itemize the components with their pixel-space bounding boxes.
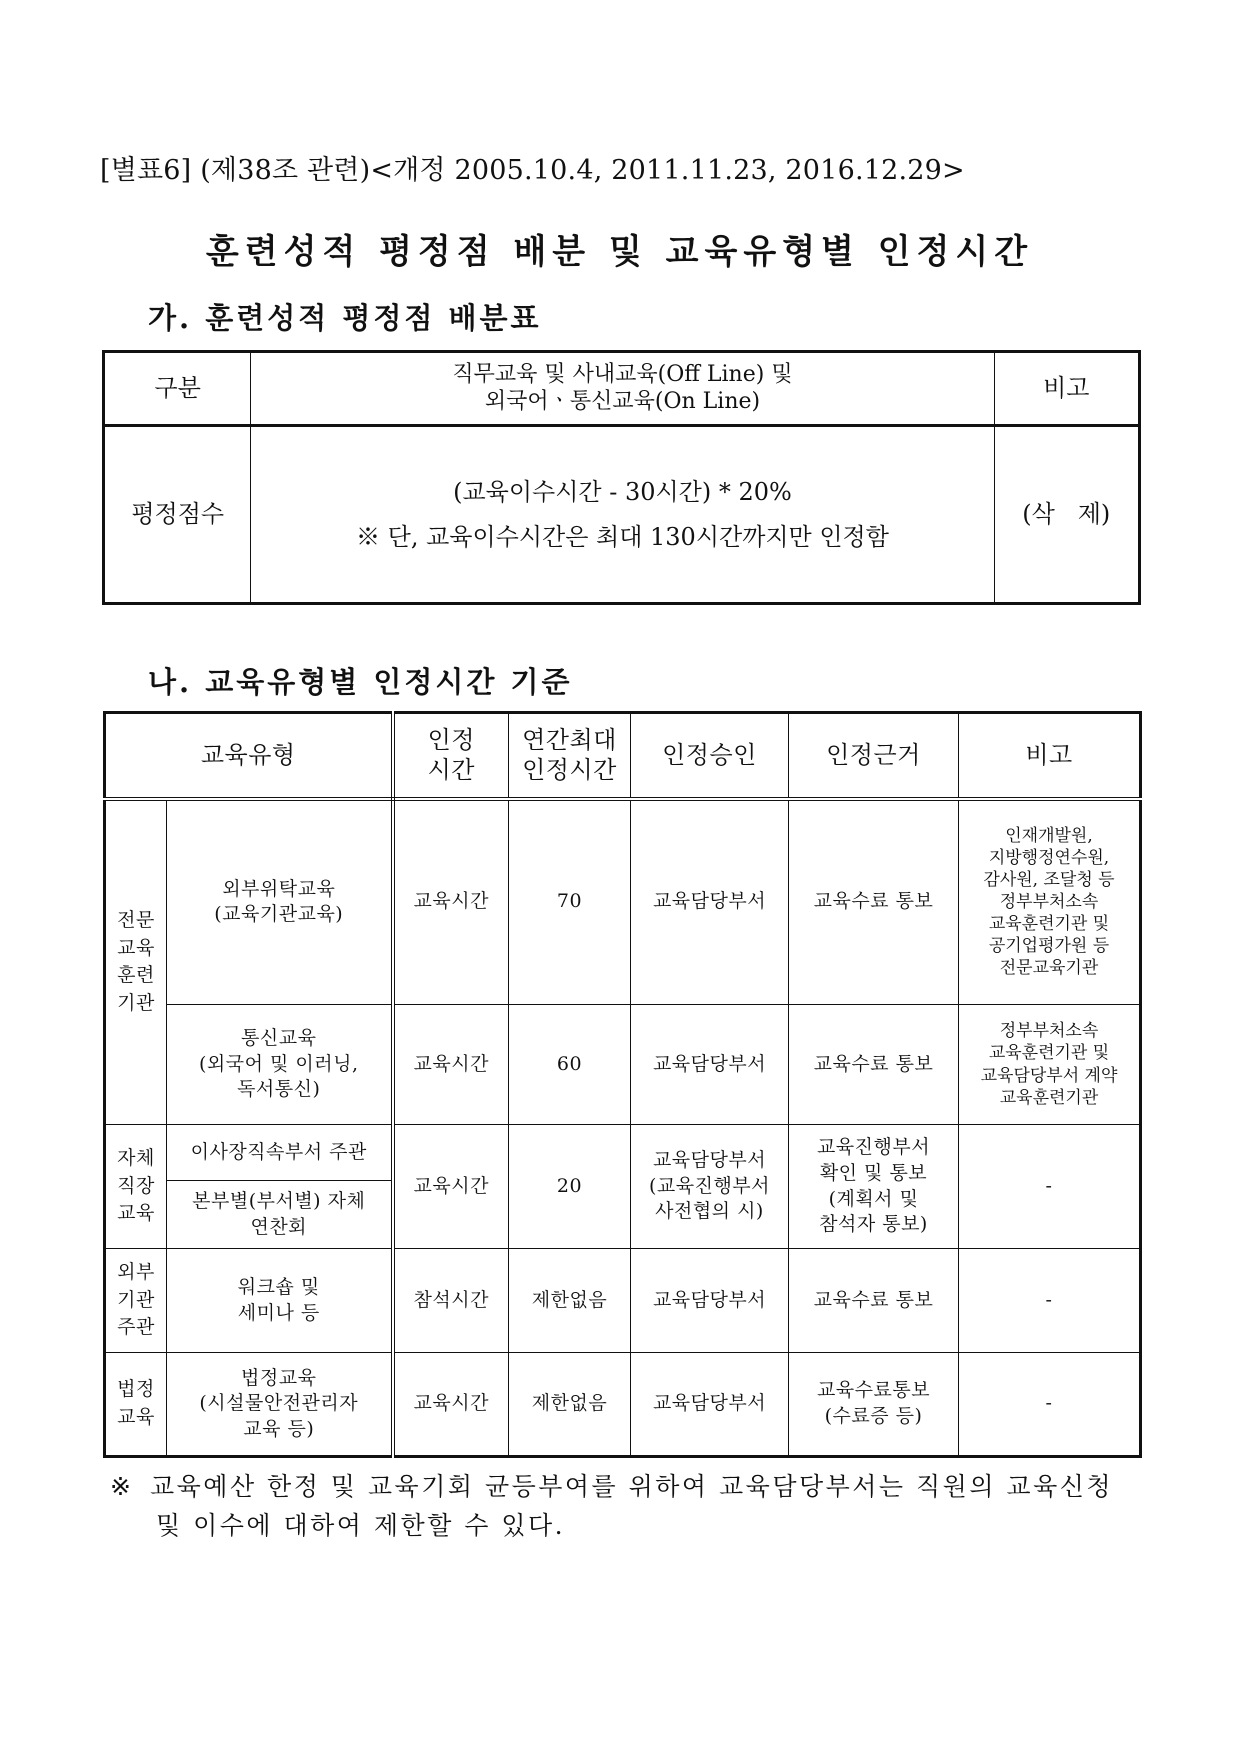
type-line: 교육 등) bbox=[243, 1417, 315, 1440]
max-cell: 제한없음 bbox=[509, 1249, 631, 1353]
type-workshop-seminar bbox=[167, 1249, 393, 1353]
type-division-workshop bbox=[167, 1181, 393, 1249]
basis-cell bbox=[789, 1125, 959, 1249]
table-row bbox=[104, 426, 1140, 604]
table-row bbox=[105, 1125, 1141, 1181]
footnote-line-1 bbox=[110, 1468, 1140, 1507]
basis-line: (계획서 및 bbox=[828, 1187, 919, 1210]
max-cell: 70 bbox=[509, 799, 631, 1005]
remark-cell bbox=[959, 1005, 1141, 1125]
section-title-na: 나. 교육유형별 인정시간 기준 bbox=[148, 665, 573, 699]
basis-line: 교육진행부서 bbox=[816, 1136, 931, 1159]
remark-cell: - bbox=[959, 1353, 1141, 1457]
header-education-line-1: 직무교육 및 사내교육(Off Line) 및 bbox=[452, 362, 793, 388]
group-professional-institution bbox=[105, 799, 167, 1125]
header-approval: 인정승인 bbox=[631, 713, 789, 799]
remark-line: 지방행정연수원, bbox=[988, 848, 1110, 869]
type-line: 법정교육 bbox=[241, 1366, 317, 1389]
group-label-line: 교육 bbox=[117, 1202, 155, 1225]
type-line: 통신교육 bbox=[241, 1027, 317, 1050]
approval-cell: 교육담당부서 bbox=[631, 1353, 789, 1457]
type-statutory-education bbox=[167, 1353, 393, 1457]
basis-line: 교육수료통보 bbox=[816, 1379, 931, 1402]
type-line: (시설물안전관리자 bbox=[199, 1392, 359, 1415]
group-statutory-education bbox=[105, 1353, 167, 1457]
remark-line: 교육훈련기관 및 bbox=[988, 914, 1110, 935]
group-label-line: 주관 bbox=[117, 1316, 155, 1339]
max-cell: 제한없음 bbox=[509, 1353, 631, 1457]
remark-cell: - bbox=[959, 1125, 1141, 1249]
basis-cell: 교육수료 통보 bbox=[789, 1005, 959, 1125]
type-line: 워크숍 및 bbox=[237, 1275, 320, 1298]
page-title: 훈련성적 평정점 배분 및 교육유형별 인정시간 bbox=[205, 232, 1034, 272]
section-title-ga: 가. 훈련성적 평정점 배분표 bbox=[148, 301, 542, 335]
hours-cell: 교육시간 bbox=[393, 1125, 509, 1249]
group-label-line: 교육 bbox=[117, 1406, 155, 1428]
header-gubun: 구분 bbox=[104, 352, 251, 426]
basis-line: (수료증 등) bbox=[824, 1405, 923, 1427]
header-basis: 인정근거 bbox=[789, 713, 959, 799]
formula-note: ※ 단, 교육이수시간은 최대 130시간까지만 인정함 bbox=[356, 522, 889, 551]
table-row bbox=[105, 1249, 1141, 1353]
type-line: 독서통신) bbox=[237, 1078, 321, 1101]
type-line: 외부위탁교육 bbox=[222, 877, 336, 900]
hours-cell: 교육시간 bbox=[393, 1005, 509, 1125]
header-max-line-2: 인정시간 bbox=[522, 756, 617, 785]
remark-line: 교육훈련기관 bbox=[999, 1087, 1099, 1108]
group-label-line: 직장 bbox=[117, 1174, 155, 1197]
header-education-type: 교육유형 bbox=[105, 713, 393, 799]
table-row bbox=[105, 799, 1141, 1005]
basis-cell: 교육수료 통보 bbox=[789, 1249, 959, 1353]
approval-line: 교육담당부서 bbox=[652, 1149, 767, 1172]
group-label-line: 외부 bbox=[117, 1261, 155, 1284]
header-education-type bbox=[251, 352, 994, 426]
approval-cell bbox=[631, 1125, 789, 1249]
group-in-house-education bbox=[105, 1125, 167, 1249]
formula-line-1: (교육이수시간 - 30시간) * 20% bbox=[453, 478, 792, 507]
header-max-line-1: 연간최대 bbox=[522, 726, 617, 755]
basis-cell: 교육수료 통보 bbox=[789, 799, 959, 1005]
group-label-line: 기관 bbox=[117, 991, 155, 1014]
type-line: (외국어 및 이러닝, bbox=[198, 1052, 359, 1075]
group-external-hosted bbox=[105, 1249, 167, 1353]
table-row bbox=[105, 1353, 1141, 1457]
score-distribution-table bbox=[102, 350, 1141, 605]
remark-line: 전문교육기관 bbox=[999, 958, 1099, 979]
type-line: (교육기관교육) bbox=[214, 903, 344, 926]
group-label-line: 전문 bbox=[117, 909, 155, 932]
remark-line: 정부부처소속 bbox=[999, 892, 1099, 913]
footnote-text: 교육예산 한정 및 교육기회 균등부여를 위하여 교육담당부서는 직원의 교육신청 bbox=[150, 1472, 1114, 1501]
remark-line: 공기업평가원 등 bbox=[988, 936, 1110, 957]
max-cell: 20 bbox=[509, 1125, 631, 1249]
remark-cell bbox=[959, 799, 1141, 1005]
group-label-line: 교육 bbox=[117, 936, 155, 959]
max-cell: 60 bbox=[509, 1005, 631, 1125]
approval-line: (교육진행부서 bbox=[648, 1174, 771, 1197]
header-hours-line-1: 인정 bbox=[427, 726, 475, 755]
header-education-line-2: 외국어ㆍ통신교육(On Line) bbox=[484, 388, 761, 414]
group-label-line: 기관 bbox=[117, 1288, 155, 1311]
header-annual-max bbox=[509, 713, 631, 799]
type-chairman-dept: 이사장직속부서 주관 bbox=[167, 1125, 393, 1181]
table-header-row bbox=[105, 713, 1141, 799]
footnote-line-2: 및 이수에 대하여 제한할 수 있다. bbox=[156, 1510, 566, 1540]
group-label-line: 훈련 bbox=[117, 964, 155, 987]
basis-line: 참석자 통보) bbox=[819, 1213, 928, 1236]
remark-cell: - bbox=[959, 1249, 1141, 1353]
type-line: 세미나 등 bbox=[237, 1301, 320, 1324]
type-line: 본부별(부서별) 자체 bbox=[192, 1189, 366, 1212]
remark-line: 정부부처소속 bbox=[999, 1021, 1099, 1042]
reference-mark: ※ bbox=[110, 1472, 134, 1501]
header-remark: 비고 bbox=[994, 352, 1139, 426]
basis-line: 확인 및 통보 bbox=[819, 1161, 928, 1184]
type-correspondence-education bbox=[167, 1005, 393, 1125]
footnote bbox=[110, 1468, 1140, 1546]
hours-cell: 교육시간 bbox=[393, 799, 509, 1005]
row-label-score: 평정점수 bbox=[104, 426, 251, 604]
basis-cell bbox=[789, 1353, 959, 1457]
education-hours-table bbox=[103, 711, 1142, 1458]
remark-line: 교육담당부서 계약 bbox=[980, 1065, 1118, 1086]
table-header-row bbox=[104, 352, 1140, 426]
hours-cell: 참석시간 bbox=[393, 1249, 509, 1353]
type-line: 연찬회 bbox=[250, 1215, 308, 1238]
approval-line: 사전협의 시) bbox=[655, 1200, 764, 1223]
group-label-line: 자체 bbox=[117, 1147, 155, 1170]
header-remark: 비고 bbox=[959, 713, 1141, 799]
approval-cell: 교육담당부서 bbox=[631, 1249, 789, 1353]
approval-cell: 교육담당부서 bbox=[631, 799, 789, 1005]
score-formula bbox=[251, 426, 994, 604]
remark-deleted: (삭 제) bbox=[994, 426, 1139, 604]
hours-cell: 교육시간 bbox=[393, 1353, 509, 1457]
table-row bbox=[105, 1005, 1141, 1125]
group-label-line: 법정 bbox=[117, 1378, 155, 1401]
annex-reference-line: [별표6] (제38조 관련)<개정 2005.10.4, 2011.11.23, 2016.12.29> bbox=[100, 155, 965, 186]
remark-line: 인재개발원, bbox=[1005, 825, 1093, 846]
remark-line: 감사원, 조달청 등 bbox=[983, 870, 1115, 891]
header-recognized-hours bbox=[393, 713, 509, 799]
approval-cell: 교육담당부서 bbox=[631, 1005, 789, 1125]
type-external-training bbox=[167, 799, 393, 1005]
header-hours-line-2: 시간 bbox=[427, 756, 475, 785]
remark-line: 교육훈련기관 및 bbox=[988, 1043, 1110, 1064]
